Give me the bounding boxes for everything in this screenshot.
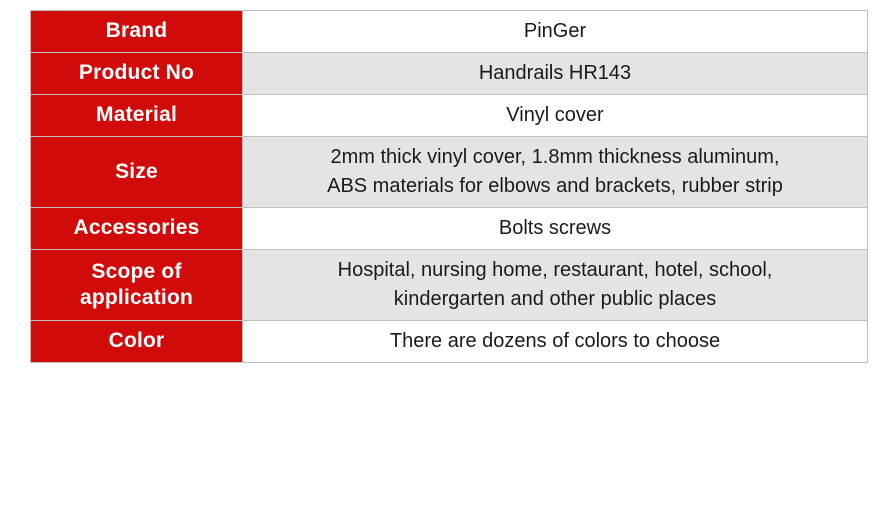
row-value-cell <box>243 53 868 95</box>
table-body <box>31 11 868 363</box>
table-row <box>31 11 868 53</box>
row-value-cell <box>243 208 868 250</box>
row-value-text: kindergarten and other public places <box>393 288 717 310</box>
row-label-text: Scope of <box>91 259 182 283</box>
row-value-cell <box>243 137 868 208</box>
row-label-text: Product No <box>78 61 195 85</box>
row-label-cell <box>31 95 243 137</box>
row-value-text: Hospital, nursing home, restaurant, hotel, school, <box>337 259 773 281</box>
row-label-cell <box>31 11 243 53</box>
row-label-text: Accessories <box>73 216 200 240</box>
row-value-text: Bolts screws <box>498 217 612 239</box>
table-row <box>31 137 868 208</box>
specification-table <box>30 10 868 363</box>
table-row <box>31 250 868 321</box>
table-row <box>31 53 868 95</box>
row-value-cell <box>243 250 868 321</box>
row-value-text: 2mm thick vinyl cover, 1.8mm thickness aluminum, <box>330 146 780 168</box>
row-label-text: Material <box>96 103 177 127</box>
row-label-cell <box>31 321 243 363</box>
table-row <box>31 321 868 363</box>
row-value-text: Handrails HR143 <box>478 62 632 84</box>
row-label-cell <box>31 208 243 250</box>
row-value-text: There are dozens of colors to choose <box>389 330 721 352</box>
row-label-text: Brand <box>105 19 168 43</box>
table-row <box>31 208 868 250</box>
row-label-cell <box>31 137 243 208</box>
row-value-text: ABS materials for elbows and brackets, rubber strip <box>327 175 783 197</box>
row-value-text: Vinyl cover <box>506 104 604 126</box>
row-label-text: Size <box>115 159 158 183</box>
row-label-text: Color <box>108 329 165 353</box>
row-value-cell <box>243 11 868 53</box>
row-value-text: PinGer <box>523 20 587 42</box>
row-label-cell <box>31 53 243 95</box>
table-row <box>31 95 868 137</box>
row-value-cell <box>243 321 868 363</box>
row-label-cell <box>31 250 243 321</box>
row-label-text: application <box>79 286 194 309</box>
row-value-cell <box>243 95 868 137</box>
